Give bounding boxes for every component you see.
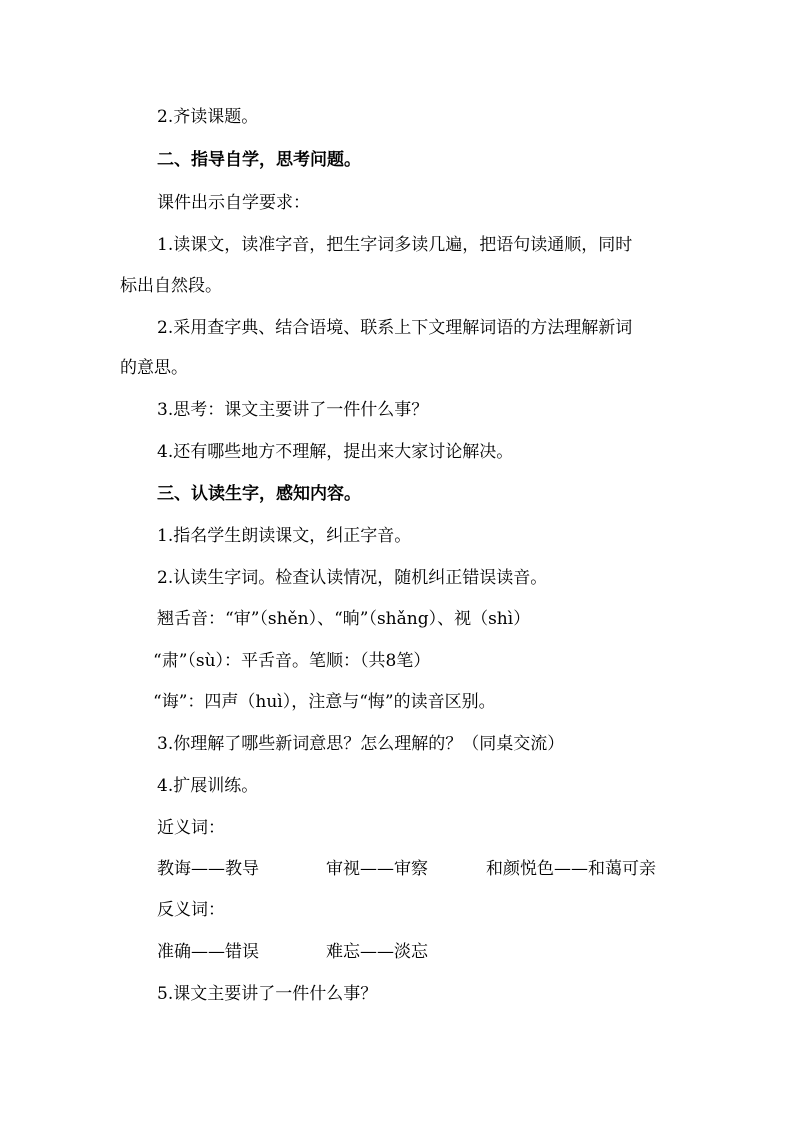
requirement-1-line-1: 1.读课文，读准字音，把生字词多读几遍，把语句读通顺，同时	[157, 235, 633, 255]
step-5: 5.课文主要讲了一件什么事？	[157, 984, 378, 1004]
courseware-requirements: 课件出示自学要求：	[157, 193, 310, 213]
synonym-pair: 和颜悦色——和蔼可亲	[486, 859, 656, 879]
requirement-2-line-2: 的意思。	[120, 358, 188, 378]
synonyms-label: 近义词：	[157, 818, 225, 838]
requirement-4: 4.还有哪些地方不理解，提出来大家讨论解决。	[157, 442, 514, 462]
synonym-pair: 教诲——教导	[157, 859, 259, 879]
requirement-1-line-2: 标出自然段。	[120, 276, 222, 296]
item-read-title: 2.齐读课题。	[157, 107, 259, 127]
section-heading-characters: 三、认读生字，感知内容。	[157, 484, 361, 504]
antonym-pair: 准确——错误	[157, 942, 259, 962]
hui-note: “诲”：四声（huì），注意与“悔”的读音区别。	[153, 692, 496, 712]
section-heading-self-study: 二、指导自学，思考问题。	[157, 150, 361, 170]
requirement-2-line-1: 2.采用查字典、结合语境、联系上下文理解词语的方法理解新词	[157, 318, 633, 338]
retroflex-note: 翘舌音：“审”（shěn）、“晌”（shǎng）、视（shì）	[157, 609, 531, 629]
step-1: 1.指名学生朗读课文，纠正字音。	[157, 526, 412, 546]
antonym-pair: 难忘——淡忘	[326, 942, 428, 962]
step-4: 4.扩展训练。	[157, 776, 259, 796]
antonyms-label: 反义词：	[157, 900, 225, 920]
step-3: 3.你理解了哪些新词意思？怎么理解的？（同桌交流）	[157, 734, 565, 754]
su-note: “肃”（sù）：平舌音。笔顺：（共8笔）	[153, 651, 431, 671]
requirement-3: 3.思考：课文主要讲了一件什么事？	[157, 400, 429, 420]
step-2: 2.认读生字词。检查认读情况，随机纠正错误读音。	[157, 568, 548, 588]
synonym-pair: 审视——审察	[326, 859, 428, 879]
